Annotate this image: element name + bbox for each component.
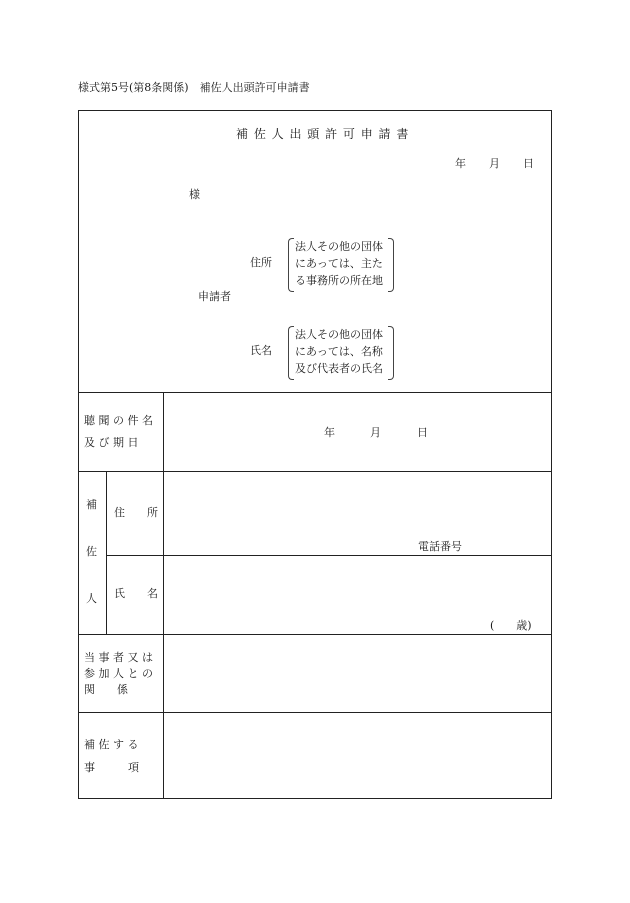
divider-assistant: [78, 634, 552, 635]
hearing-date-month[interactable]: 月: [370, 426, 381, 439]
hearing-label-line2: 及 び 期 日: [84, 436, 139, 449]
form-header: 様式第5号(第8条関係) 補佐人出頭許可申請書: [78, 81, 310, 94]
name-note-bracket-right: [388, 326, 394, 380]
assistant-label-char1: 補: [86, 498, 97, 511]
applicant-name-label: 氏名: [250, 344, 272, 357]
date-day[interactable]: 日: [523, 157, 534, 170]
hearing-date-year[interactable]: 年: [324, 426, 335, 439]
matters-label-line2: 事 項: [84, 761, 139, 774]
divider-assistant-inner: [106, 555, 552, 556]
hearing-label-line1: 聴 聞 の 件 名: [84, 414, 153, 427]
hearing-date-day[interactable]: 日: [417, 426, 428, 439]
date-year[interactable]: 年: [455, 157, 466, 170]
applicant-address-label: 住所: [250, 256, 272, 269]
relation-label-line2: 参 加 人 と の: [84, 667, 153, 680]
form-frame: [78, 110, 552, 799]
address-note-bracket-left: [288, 238, 294, 292]
divider-applicant: [78, 392, 552, 393]
assistant-label-char3: 人: [86, 592, 97, 605]
date-month[interactable]: 月: [489, 157, 500, 170]
name-note: 法人その他の団体 にあっては、名称 及び代表者の氏名: [295, 328, 383, 375]
relation-label-line3: 関 係: [84, 683, 128, 696]
address-note: 法人その他の団体 にあっては、主た る事務所の所在地: [295, 240, 383, 287]
addressee-suffix: 様: [189, 188, 200, 201]
matters-label-line1: 補 佐 す る: [84, 738, 139, 751]
name-note-bracket-left: [288, 326, 294, 380]
label-column-divider: [163, 392, 164, 799]
assistant-age-label: ( 歳): [490, 619, 532, 632]
assistant-subcolumn-divider: [106, 471, 107, 634]
divider-hearing: [78, 471, 552, 472]
address-note-bracket-right: [388, 238, 394, 292]
form-title: 補 佐 人 出 頭 許 可 申 請 書: [236, 127, 410, 141]
assistant-label-char2: 佐: [86, 545, 97, 558]
assistant-name-label: 氏 名: [114, 587, 158, 600]
applicant-label: 申請者: [198, 290, 231, 303]
assistant-phone-label: 電話番号: [418, 540, 462, 553]
divider-relation: [78, 712, 552, 713]
relation-label-line1: 当 事 者 又 は: [84, 651, 153, 664]
assistant-address-label: 住 所: [114, 506, 158, 519]
